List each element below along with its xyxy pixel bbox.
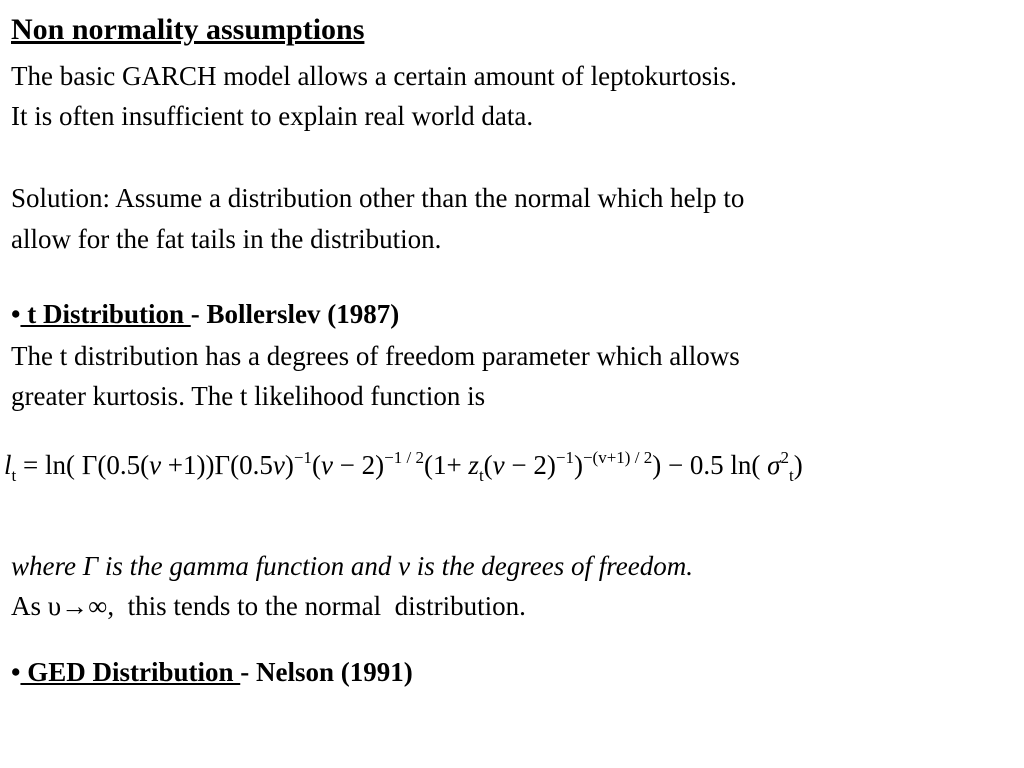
t-distribution-author: - Bollerslev (1987) [190,299,400,329]
limit-line: As υ→∞, this tends to the normal distribution. [11,591,526,621]
formula-part: ) [793,450,803,480]
formula-part: ( [483,450,493,480]
formula-exponent: −(v+1) / 2 [582,448,653,467]
formula-lhs: l [4,450,12,480]
intro-line-2: It is often insufficient to explain real world data. [11,101,534,131]
ged-distribution-heading [11,656,413,688]
formula-part: (1+ [423,450,469,480]
t-description-line-2: greater kurtosis. The t likelihood function is [11,381,486,411]
t-likelihood-formula [4,450,1022,498]
formula-part: = ln( Γ(0.5( [16,450,150,480]
ged-distribution-title: GED Distribution [20,657,241,687]
formula-subscript: t [789,466,794,485]
formula-exponent: 2 [780,448,789,467]
formula-lhs-sub: t [11,466,17,485]
formula-part: − 2) [504,450,556,480]
formula-exponent: −1 [555,448,574,467]
bullet: • [11,299,21,329]
t-description-line-1: The t distribution has a degrees of freedom parameter which allows [11,341,740,371]
solution-line-2: allow for the fat tails in the distribution. [11,224,442,254]
bullet: • [11,657,21,687]
formula-part: ) − 0.5 ln( [652,450,768,480]
page-title: Non normality assumptions [11,13,365,46]
formula-var: z [468,450,479,480]
formula-exponent: −1 / 2 [384,448,424,467]
solution-line-1: Solution: Assume a distribution other than the normal which help to [11,183,745,213]
formula-part: +1))Γ(0.5 [161,450,273,480]
formula-part: ) [573,450,583,480]
formula-var: v [272,450,285,480]
ged-distribution-author: - Nelson (1991) [240,657,413,687]
t-distribution-heading [11,298,399,330]
intro-line-1: The basic GARCH model allows a certain amount of leptokurtosis. [11,61,737,91]
formula-var: v [492,450,505,480]
formula-sigma: σ [767,450,781,480]
formula-part: ) [284,450,294,480]
formula-var: v [320,450,333,480]
formula-part: − 2) [332,450,385,480]
formula-exponent: −1 [293,448,312,467]
formula-subscript: t [478,466,484,485]
formula-var: v [149,450,162,480]
t-distribution-title: t Distribution [20,299,191,329]
formula-part: ( [311,450,321,480]
where-line: where Γ is the gamma function and v is the degrees of freedom. [11,551,693,581]
